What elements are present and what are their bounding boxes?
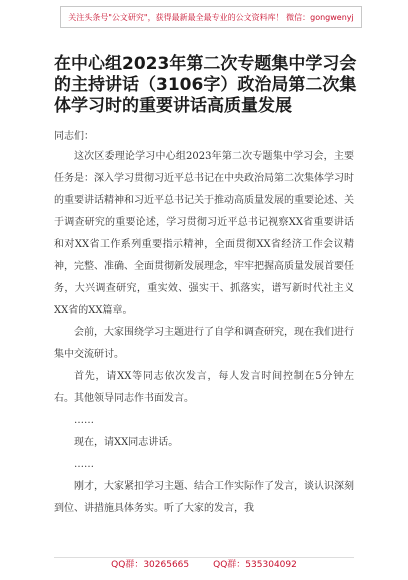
paragraph: 现在，请XX同志讲话。 [74,437,179,448]
qq-group-1: QQ群：30265665 [111,560,190,570]
paragraph: 首先，请XX等同志依次发言，每人发言时间控制在5分钟左右。其他领导同志作书面发言。 [54,371,354,404]
paragraph: …… [74,415,94,426]
paragraph: 会前，大家围绕学习主题进行了自学和调查研究，现在我们进行集中交流研讨。 [54,327,354,360]
paragraph: 这次区委理论学习中心组2023年第二次专题集中学习会，主要任务是：深入学习贯彻习近平总书记在中央政治局第二次集体学习时的重要讲话精神和习近平总书记关于推动高质量发展的重要论述、关于调查研究的重要论述，学习贯彻习近平总书记视察XX省重要讲话和对XX省工作系列重要指示精神，全面贯彻XX省经济工作会议精神，完整、准确、全面贯彻新发展理念，牢牢把握高质量发展首要任务，大兴调查研究，重实效、强实干、抓落实，谱写新时代社主义XX省的XX篇章。 [54,151,354,316]
document-title: 在中心组2023年第二次专题集中学习会的主持讲话（3106字）政治局第二次集体学习时的重要讲话高质量发展 [54,54,357,116]
qq-group-2: QQ群：535304092 [213,560,297,570]
paragraph: …… [74,459,94,470]
promo-banner [60,6,362,28]
salutation: 同志们： [54,131,94,142]
promo-banner-text: 关注头条号"公文研究"，获得最新最全最专业的公文资料库！ 微信：gongwenyj [68,12,354,22]
document-body [54,146,354,520]
footer [0,557,408,570]
paragraph: 刚才，大家紧扣学习主题、结合工作实际作了发言，谈认识深刻到位、讲措施具体务实。听了大家的发言，我 [54,481,354,514]
